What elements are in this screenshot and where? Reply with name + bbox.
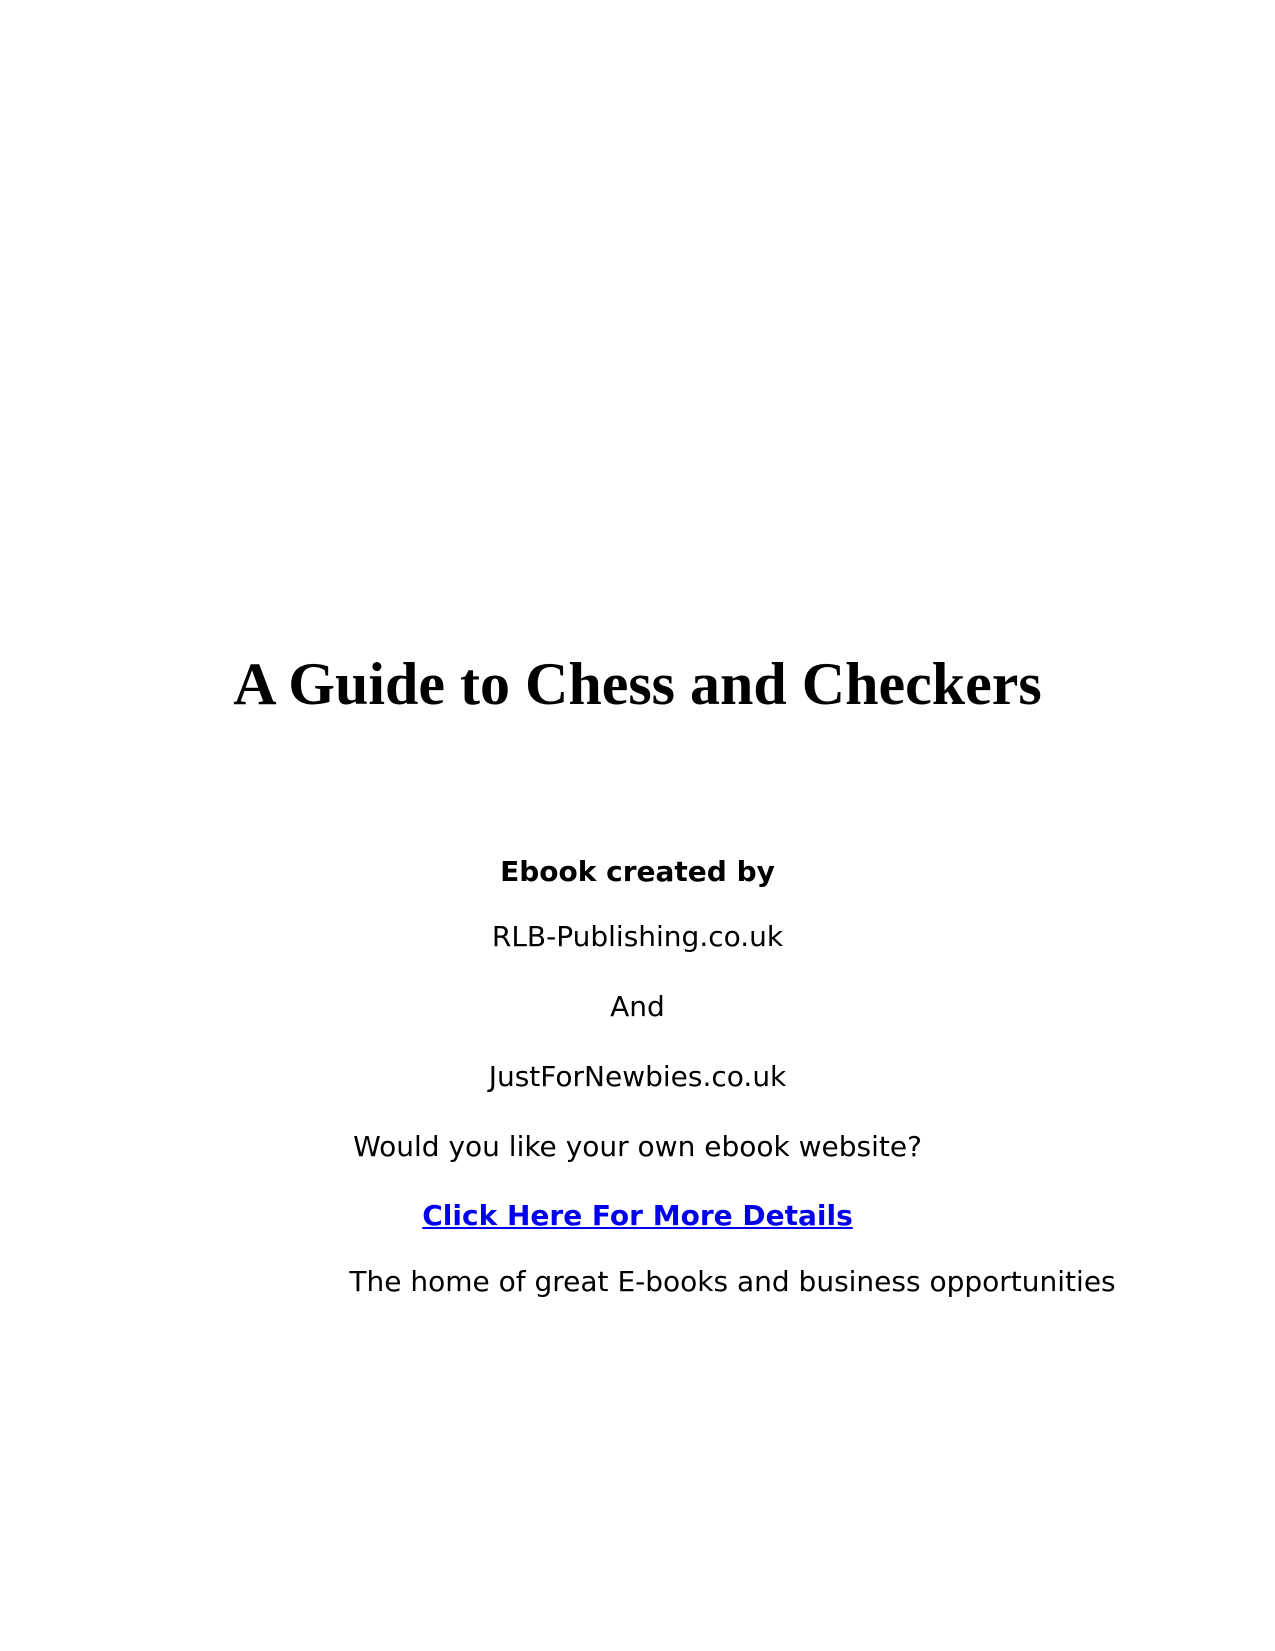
- conjunction-and: And: [610, 990, 665, 1023]
- document-title: A Guide to Chess and Checkers: [233, 651, 1042, 717]
- created-by-label: Ebook created by: [500, 855, 775, 888]
- publisher-justfornewbies: JustForNewbies.co.uk: [488, 1060, 787, 1093]
- ebook-website-question: Would you like your own ebook website?: [353, 1130, 922, 1163]
- tagline: The home of great E-books and business opportunities: [349, 1265, 1116, 1298]
- more-details-link[interactable]: Click Here For More Details: [422, 1199, 853, 1232]
- more-details-line: [0, 1198, 1275, 1234]
- publisher-rlb: RLB-Publishing.co.uk: [491, 920, 784, 953]
